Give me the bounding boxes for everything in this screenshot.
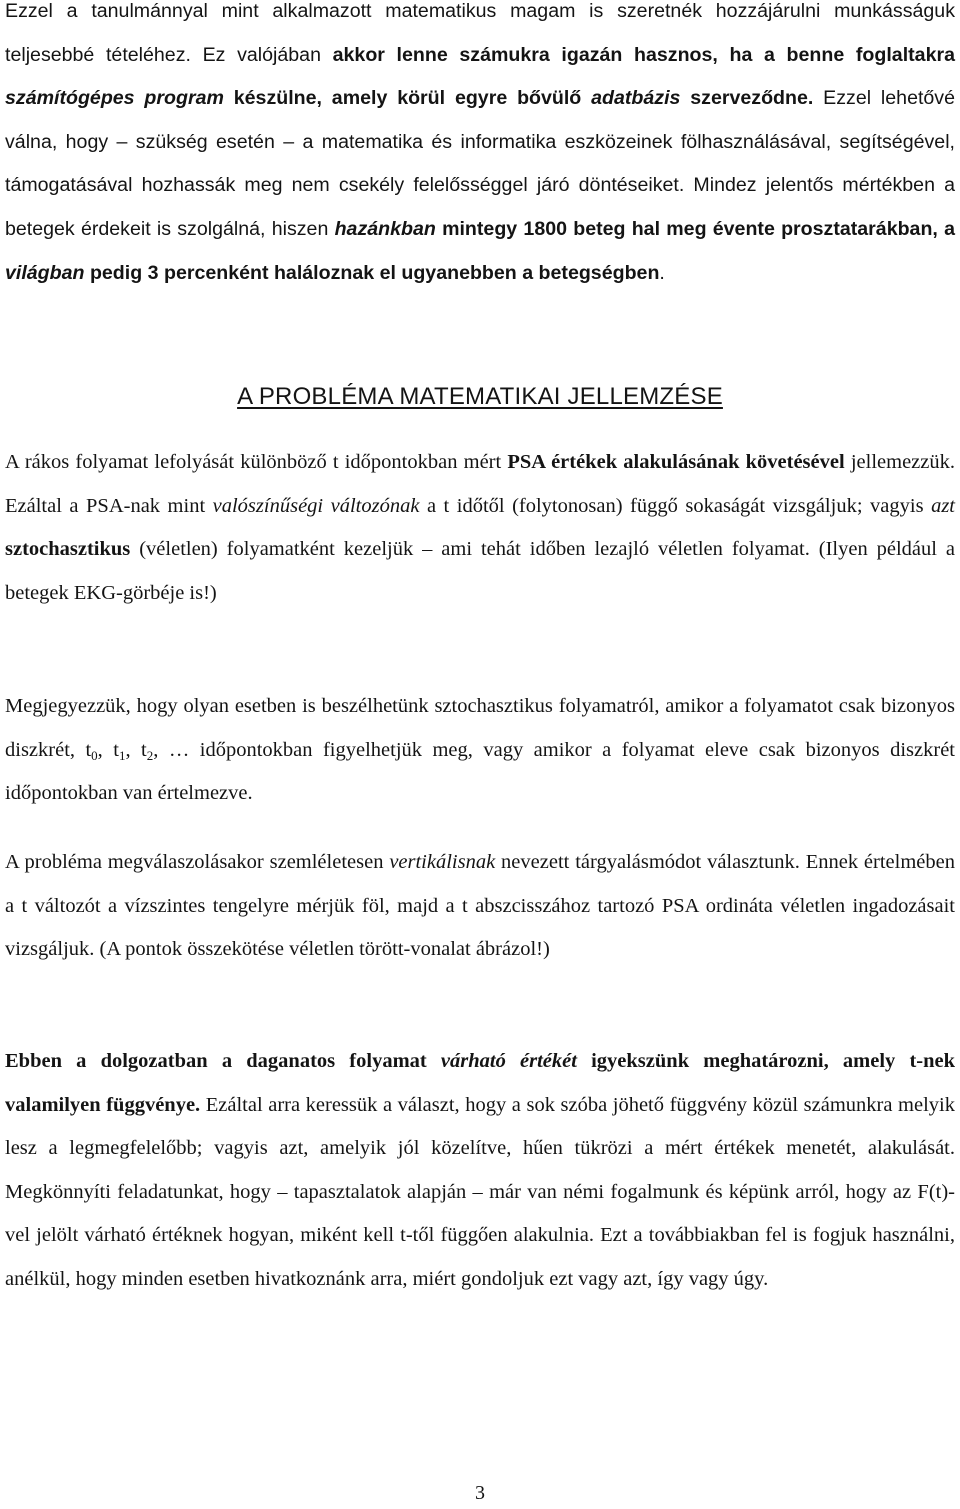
subscript: 2 [146,747,154,763]
intro-text: . [659,261,665,284]
page-number: 3 [475,1482,485,1504]
intro-bold-italic-world: világban [5,261,85,284]
intro-bold-text: készülne, amely körül egyre bővülő [223,87,592,110]
problem-italic-text: valószínűségi változónak [212,494,420,517]
intro-text: Ezzel a tanulmánnyal mint alkalmazott matematikus magam is szeretnék hozzájárulni munkásságuk teljesebbé tételéhez. Ez valójában [5,0,955,66]
intro-bold-italic-country: hazánkban [334,217,436,240]
section-heading: A PROBLÉMA MATEMATIKAI JELLEMZÉSE [237,383,723,410]
intro-bold-text: mintegy 1800 beteg hal meg évente prosztatarákban, a [435,217,955,240]
intro-paragraph [5,0,955,295]
method-paragraph: A probléma megválaszolásakor szemléletesen vertikálisnak nevezett tárgyalásmódot választunk. Ennek értelmében a t változót a vízszintes tengelyre mérjük föl, majd a t abszcisszához tartozó PSA ordináta véletlen ingadozásait vizsgáljuk. (A pontok összekötése véletlen törött-vonalat ábrázol!) [5,851,955,961]
subscript: 0 [91,747,98,763]
problem-bold-text: sztochasztikus [5,538,131,561]
method-italic-text: vertikálisnak [389,851,496,873]
problem-paragraph [5,441,955,615]
problem-bold-text: PSA értékek alakulásának követésével [507,451,845,473]
problem-text: jellemezzük. Ezáltal a PSA-nak mint [5,451,955,517]
intro-bold-text: pedig 3 percenként haláloznak el ugyanebben a betegségben [84,261,660,284]
problem-italic-text: azt [931,494,955,517]
goal-bold-text: igyekszünk meghatározni, amely t-nek valamilyen függvénye. [5,1050,956,1116]
intro-bold-italic-database: adatbázis [591,87,681,110]
goal-paragraph: Ebben a dolgozatban a daganatos folyamat várható értékét igyekszünk meghatározni, amely t-nek valamilyen függvénye. Ezáltal arra keressük a választ, hogy a sok szóba jöhető függvény közül számunkra melyik lesz a legmegfelelőbb; vagyis azt, amelyik jól közelítve, hűen tükrözi a mért értékek menetét, alakulását. Megkönnyíti feladatunkat, hogy – tapasztalatok alapján – már van némi fogalmunk és képünk arról, hogy az F(t)-vel jelölt várható értéknek hogyan, miként kell t-től függően alakulnia. Ezt a továbbiakban fel is fogjuk használni, anélkül, hogy minden esetben hivatkoznánk arra, miért gondoljuk ezt vagy azt, így vagy úgy. [5,1050,956,1290]
intro-bold-italic-program: számítógépes program [5,87,224,110]
discrete-note-paragraph: Megjegyezzük, hogy olyan esetben is beszélhetünk sztochasztikus folyamatról, amikor a folyamatot csak bizonyos diszkrét, $t_0$, $t_1$, $t_2$, … időpontokban figyelhetjük meg, vagy amikor a folyamat eleve csak bizonyos diszkrét időpontokban van értelmezve. [5,695,955,805]
subscript: 1 [118,747,126,763]
intro-bold-text: szerveződne. [680,87,814,110]
problem-text: A rákos folyamat lefolyását különböző t időpontokban mért [5,451,508,473]
problem-text: a t időtől (folytonosan) függő sokaságát vizsgáljuk; vagyis [419,494,932,517]
goal-bold-text: Ebben a dolgozatban a daganatos folyamat [5,1050,441,1072]
intro-text: Ezzel lehetővé válna, hogy – szükség esetén – a matematika és informatika eszközeinek fölhasználásával, segítségével, támogatásával hozhassák meg nem csekély felelősséggel járó döntéseiket. Mindez jelentős mértékben a betegek érdekeit is szolgálná, hiszen [5,87,956,240]
problem-text: (véletlen) folyamatként kezeljük – ami tehát időben lezajló véletlen folyamat. (Ilyen például a betegek EKG-görbéje is!) [5,538,955,604]
intro-bold-text: akkor lenne számukra igazán hasznos, ha a benne foglaltakra [332,43,955,66]
goal-bold-italic-text: várható értékét [440,1050,577,1072]
